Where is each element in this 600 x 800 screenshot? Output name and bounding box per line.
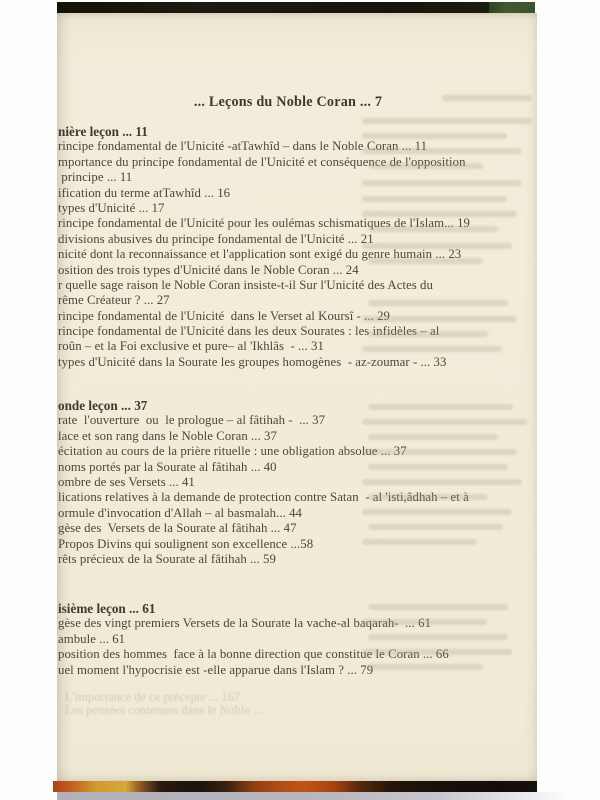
bleedthrough-artifact — [362, 133, 507, 139]
toc-entry: Propos Divins qui soulignent son excellence ...58 — [58, 536, 314, 551]
bleedthrough-artifact — [368, 664, 483, 670]
page-title: ... Leçons du Noble Coran ... 7 — [193, 94, 383, 110]
toc-entry: rate l'ouverture ou le prologue – al fâtihah - ... 37 — [58, 413, 326, 428]
toc-section-heading: nière leçon ... 11 — [58, 124, 148, 139]
bleedthrough-artifact — [368, 300, 508, 306]
toc-entry: nicité dont la reconnaissance et l'application sont exigé du genre humain ... 23 — [58, 247, 462, 262]
bleedthrough-artifact — [362, 649, 512, 655]
green-bookmark-edge — [489, 2, 535, 13]
toc-entry: roûn – et la Foi exclusive et pure– al 'Ikhlâs - ... 31 — [58, 339, 324, 354]
toc-entry: gèse des vingt premiers Versets de la Sourate la vache-al baqarah- ... 61 — [58, 616, 432, 631]
bleedthrough-artifact — [368, 434, 498, 440]
toc-entry: lications relatives à la demande de protection contre Satan - al 'isti,âdhah – et à — [58, 490, 469, 505]
bleedthrough-artifact — [368, 494, 488, 500]
bleedthrough-artifact — [368, 404, 513, 410]
book-cover-bottom-band — [53, 781, 537, 792]
scanner-bed-strip — [57, 792, 563, 800]
book-page — [57, 13, 537, 782]
toc-entry: ification du terme atTawhîd ... 16 — [58, 185, 231, 200]
toc-entry: osition des trois types d'Unicité dans le Noble Coran ... 24 — [58, 262, 359, 277]
bleedthrough-artifact — [362, 243, 512, 249]
bleedthrough-artifact — [362, 148, 522, 154]
toc-entry: rincipe fondamental de l'Unicité dans le Verset al Koursî - ... 29 — [58, 308, 391, 323]
bleedthrough-artifact — [362, 316, 517, 322]
bleedthrough-artifact — [362, 509, 512, 515]
bleedthrough-artifact — [362, 479, 522, 485]
toc-section-heading: onde leçon ... 37 — [58, 398, 148, 413]
bleedthrough-artifact — [368, 464, 508, 470]
bleedthrough-text-line: L'importance de ce précepte ... 167 — [65, 690, 241, 704]
bleedthrough-artifact — [362, 449, 517, 455]
bleedthrough-artifact — [362, 118, 532, 124]
toc-entry: écitation au cours de la prière rituelle : une obligation absolue ... 37 — [58, 444, 407, 459]
toc-entry: divisions abusives du principe fondamental de l'Unicité ... 21 — [58, 231, 374, 246]
toc-entry: rincipe fondamental de l'Unicité pour les oulémas schismatiques de l'Islam... 19 — [58, 216, 470, 231]
toc-entry: principe ... 11 — [58, 170, 133, 185]
bleedthrough-artifact — [362, 211, 517, 217]
bleedthrough-artifact — [368, 331, 488, 337]
bleedthrough-artifact — [362, 346, 502, 352]
bleedthrough-artifact — [362, 419, 527, 425]
bleedthrough-artifact — [368, 226, 498, 232]
toc-entry: types d'Unicité dans la Sourate les groupes homogènes - az-zoumar - ... 33 — [58, 354, 447, 369]
toc-entry: rincipe fondamental de l'Unicité dans les deux Sourates : les infidèles – al — [58, 324, 440, 339]
bleedthrough-artifact — [362, 539, 477, 545]
toc-entry: rincipe fondamental de l'Unicité -atTawhîd – dans le Noble Coran ... 11 — [58, 139, 428, 154]
bleedthrough-text-line: Les pensées contenues dans le Noble ... — [65, 703, 263, 717]
toc-entry: gèse des Versets de la Sourate al fâtihah ... 47 — [58, 521, 297, 536]
bleedthrough-artifact — [368, 604, 508, 610]
bleedthrough-artifact — [368, 163, 483, 169]
bleedthrough-artifact — [362, 619, 487, 625]
bleedthrough-artifact — [368, 524, 503, 530]
bleedthrough-artifact — [368, 634, 508, 640]
toc-entry: ambule ... 61 — [58, 631, 126, 646]
toc-entry: ombre de ses Versets ... 41 — [58, 474, 195, 489]
toc-entry: types d'Unicité ... 17 — [58, 200, 165, 215]
toc-entry: r quelle sage raison le Noble Coran insiste-t-il Sur l'Unicité des Actes du — [58, 277, 433, 292]
bleedthrough-artifact — [362, 180, 522, 186]
toc-entry: position des hommes face à la bonne direction que constitue le Coran ... 66 — [58, 647, 449, 662]
toc-entry: uel moment l'hypocrisie est -elle apparue dans l'Islam ? ... 79 — [58, 662, 374, 677]
bleedthrough-artifact — [368, 258, 483, 264]
toc-entry: rêts précieux de la Sourate al fâtihah ... 59 — [58, 551, 276, 566]
toc-section-heading: isième leçon ... 61 — [58, 601, 156, 616]
toc-entry: rême Créateur ? ... 27 — [58, 293, 170, 308]
toc-entry: noms portés par la Sourate al fâtihah ... 40 — [58, 459, 277, 474]
bleedthrough-artifact — [362, 196, 507, 202]
toc-entry: mportance du principe fondamental de l'Unicité et conséquence de l'opposition — [58, 154, 466, 169]
toc-entry: ormule d'invocation d'Allah – al basmalah... 44 — [58, 505, 303, 520]
bleedthrough-artifact — [442, 95, 532, 101]
toc-entry: lace et son rang dans le Noble Coran ... 37 — [58, 428, 277, 443]
